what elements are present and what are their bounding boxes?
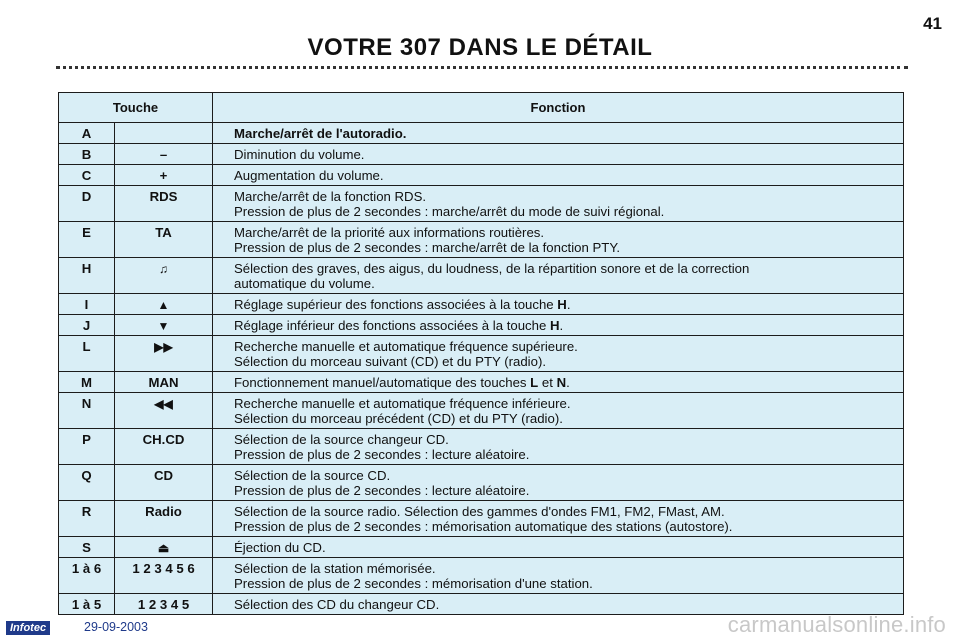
table-row xyxy=(59,465,904,501)
key-symbol xyxy=(115,393,213,429)
description-text: Sélection de la source CD. xyxy=(234,468,391,483)
table-row xyxy=(59,144,904,165)
key-letter: A xyxy=(59,123,115,144)
description-text: Marche/arrêt de la fonction RDS. xyxy=(234,189,427,204)
description-line xyxy=(234,576,897,591)
table-row xyxy=(59,336,904,372)
key-letter: B xyxy=(59,144,115,165)
description-text: Diminution du volume. xyxy=(234,147,365,162)
table-row xyxy=(59,165,904,186)
description-text: Pression de plus de 2 secondes : lecture aléatoire. xyxy=(234,483,530,498)
key-symbol: 1 2 3 4 5 xyxy=(115,594,213,615)
description-line xyxy=(234,597,897,612)
function-description xyxy=(213,186,904,222)
table-row xyxy=(59,222,904,258)
function-description xyxy=(213,144,904,165)
key-letter: R xyxy=(59,501,115,537)
description-text: Pression de plus de 2 secondes : marche/arrêt de la fonction PTY. xyxy=(234,240,621,255)
description-text: Sélection de la source radio. Sélection des gammes d'ondes FM1, FM2, FMast, AM. xyxy=(234,504,725,519)
table-row xyxy=(59,123,904,144)
description-text: Pression de plus de 2 secondes : marche/arrêt du mode de suivi régional. xyxy=(234,204,665,219)
description-text: Sélection de la station mémorisée. xyxy=(234,561,436,576)
key-letter: I xyxy=(59,294,115,315)
description-text: Sélection des graves, des aigus, du loudness, de la répartition sonore et de la correction xyxy=(234,261,750,276)
description-text: Recherche manuelle et automatique fréquence inférieure. xyxy=(234,396,571,411)
header-touche: Touche xyxy=(59,93,213,123)
key-symbol xyxy=(115,258,213,294)
description-line xyxy=(234,468,897,483)
dotted-divider xyxy=(56,66,908,69)
function-description xyxy=(213,465,904,501)
description-text: . xyxy=(566,375,570,390)
description-line xyxy=(234,168,897,183)
description-line xyxy=(234,375,897,390)
description-text: et xyxy=(538,375,557,390)
table-row xyxy=(59,372,904,393)
infotec-logo: Infotec xyxy=(6,621,50,635)
key-letter: E xyxy=(59,222,115,258)
description-text: Fonctionnement manuel/automatique des touches xyxy=(234,375,531,390)
description-line xyxy=(234,396,897,411)
description-text: Recherche manuelle et automatique fréquence supérieure. xyxy=(234,339,578,354)
key-letter: Q xyxy=(59,465,115,501)
key-letter: P xyxy=(59,429,115,465)
description-line xyxy=(234,225,897,240)
key-symbol: CD xyxy=(115,465,213,501)
key-letter: D xyxy=(59,186,115,222)
description-text: Augmentation du volume. xyxy=(234,168,384,183)
key-symbol: Radio xyxy=(115,501,213,537)
function-description xyxy=(213,501,904,537)
table-row xyxy=(59,537,904,558)
function-description xyxy=(213,372,904,393)
table-row xyxy=(59,258,904,294)
key-symbol xyxy=(115,123,213,144)
key-letter: N xyxy=(59,393,115,429)
key-symbol xyxy=(115,294,213,315)
key-letter: J xyxy=(59,315,115,336)
function-description xyxy=(213,336,904,372)
description-line xyxy=(234,483,897,498)
description-line xyxy=(234,261,897,276)
arrow-up-icon: ▲ xyxy=(157,298,170,312)
description-line xyxy=(234,189,897,204)
key-letter: 1 à 6 xyxy=(59,558,115,594)
description-line xyxy=(234,126,897,141)
description-text: Réglage inférieur des fonctions associées à la touche xyxy=(234,318,550,333)
controls-table xyxy=(58,92,904,615)
key-symbol: CH.CD xyxy=(115,429,213,465)
description-text: . xyxy=(566,297,571,312)
description-line xyxy=(234,447,897,462)
description-text: Éjection du CD. xyxy=(234,540,326,555)
description-line xyxy=(234,318,897,333)
music-note-icon: ♫ xyxy=(159,262,168,276)
key-symbol xyxy=(115,537,213,558)
function-description xyxy=(213,558,904,594)
description-text: Pression de plus de 2 secondes : mémorisation automatique des stations (autostore). xyxy=(234,519,733,534)
key-symbol: MAN xyxy=(115,372,213,393)
description-line xyxy=(234,432,897,447)
key-symbol: 1 2 3 4 5 6 xyxy=(115,558,213,594)
page-number: 41 xyxy=(923,14,942,33)
function-description xyxy=(213,222,904,258)
description-text: Pression de plus de 2 secondes : mémorisation d'une station. xyxy=(234,576,593,591)
table-row xyxy=(59,558,904,594)
description-text: Marche/arrêt de l'autoradio. xyxy=(234,126,407,141)
key-letter: S xyxy=(59,537,115,558)
key-symbol xyxy=(115,336,213,372)
key-reference: H xyxy=(549,318,560,333)
key-letter: C xyxy=(59,165,115,186)
function-description xyxy=(213,294,904,315)
description-text: Réglage supérieur des fonctions associées à la touche xyxy=(234,297,558,312)
description-text: Sélection des CD du changeur CD. xyxy=(234,597,440,612)
eject-icon: ⏏ xyxy=(157,541,170,555)
description-text: Pression de plus de 2 secondes : lecture aléatoire. xyxy=(234,447,530,462)
key-letter: 1 à 5 xyxy=(59,594,115,615)
fast-forward-icon: ▶▶ xyxy=(154,340,173,354)
site-watermark: carmanualsonline.info xyxy=(727,612,946,637)
description-line xyxy=(234,561,897,576)
footer-date: 29-09-2003 xyxy=(84,620,148,634)
table-row xyxy=(59,294,904,315)
key-reference: N xyxy=(556,375,567,390)
description-line xyxy=(234,276,897,291)
function-description xyxy=(213,315,904,336)
description-text: automatique du volume. xyxy=(234,276,375,291)
description-text: Marche/arrêt de la priorité aux informations routières. xyxy=(234,225,545,240)
table-row xyxy=(59,393,904,429)
page-title: VOTRE 307 DANS LE DÉTAIL xyxy=(307,34,653,61)
table-row xyxy=(59,501,904,537)
table-header-row xyxy=(59,93,904,123)
function-description xyxy=(213,123,904,144)
key-letter: H xyxy=(59,258,115,294)
table-row xyxy=(59,315,904,336)
description-line xyxy=(234,519,897,534)
header-fonction: Fonction xyxy=(213,93,904,123)
description-line xyxy=(234,339,897,354)
description-line xyxy=(234,504,897,519)
function-description xyxy=(213,393,904,429)
function-description xyxy=(213,429,904,465)
description-line xyxy=(234,204,897,219)
description-text: Sélection du morceau suivant (CD) et du PTY (radio). xyxy=(234,354,546,369)
description-line xyxy=(234,540,897,555)
arrow-down-icon: ▼ xyxy=(157,319,170,333)
rewind-icon: ◀◀ xyxy=(154,397,173,411)
function-description xyxy=(213,258,904,294)
key-letter: L xyxy=(59,336,115,372)
key-symbol: TA xyxy=(115,222,213,258)
description-line xyxy=(234,297,897,312)
table-row xyxy=(59,429,904,465)
description-text: Sélection de la source changeur CD. xyxy=(234,432,449,447)
function-description xyxy=(213,165,904,186)
key-symbol: RDS xyxy=(115,186,213,222)
function-description xyxy=(213,537,904,558)
key-reference: H xyxy=(557,297,567,312)
description-text: Sélection du morceau précédent (CD) et du PTY (radio). xyxy=(234,411,563,426)
description-line xyxy=(234,240,897,255)
key-reference: L xyxy=(530,375,539,390)
key-symbol xyxy=(115,315,213,336)
table-row xyxy=(59,186,904,222)
key-symbol: + xyxy=(115,165,213,186)
key-symbol: – xyxy=(115,144,213,165)
description-line xyxy=(234,147,897,162)
description-line xyxy=(234,411,897,426)
key-letter: M xyxy=(59,372,115,393)
description-text: . xyxy=(559,318,564,333)
description-line xyxy=(234,354,897,369)
